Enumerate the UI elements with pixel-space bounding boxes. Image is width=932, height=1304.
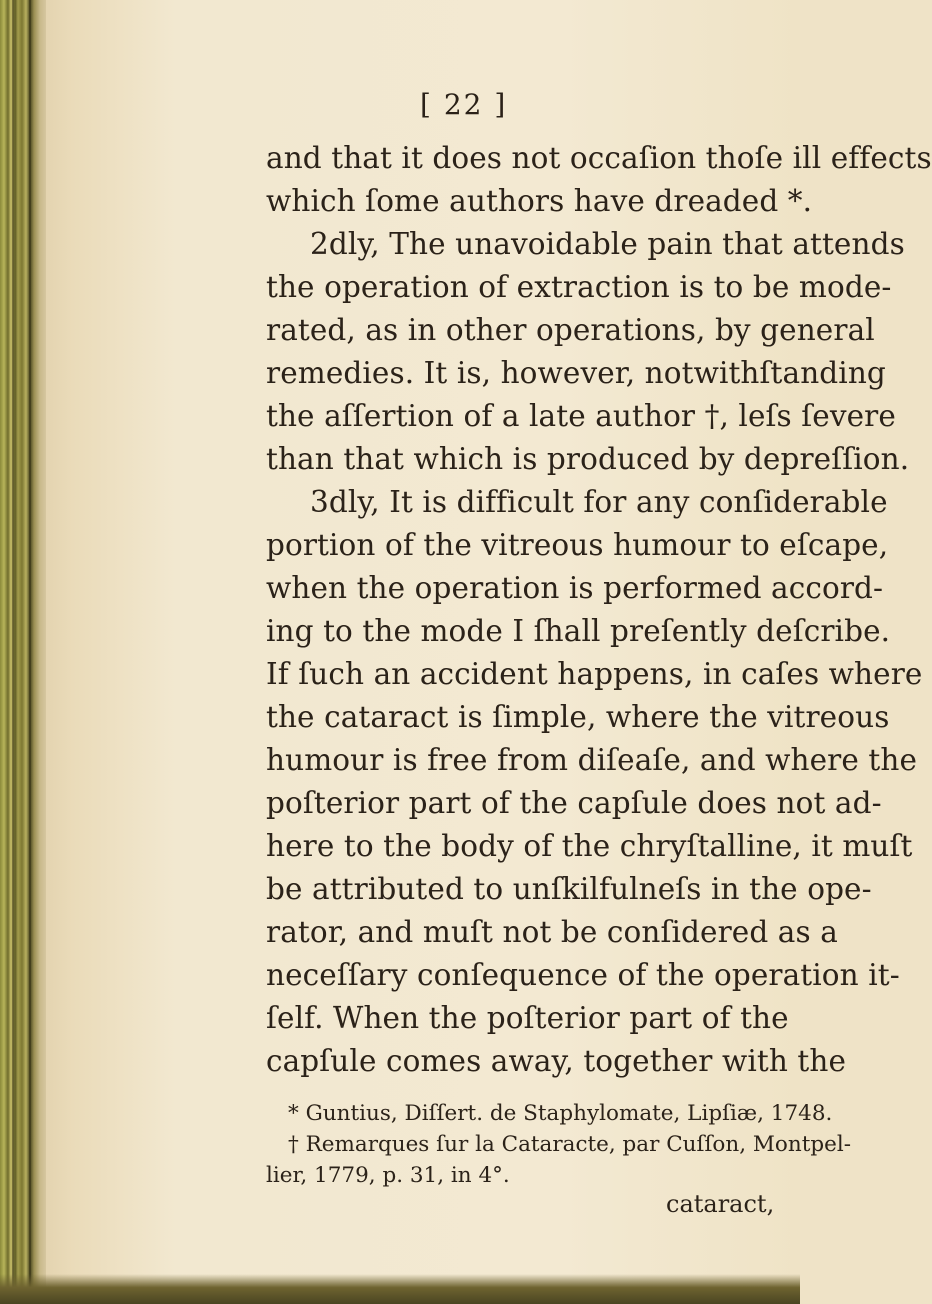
footnote: * Guntius, Diſſert. de Staphylomate, Lipſiæ, 1748. — [288, 1101, 833, 1126]
text-line: here to the body of the chryſtalline, it muſt — [266, 829, 913, 863]
text-line: humour is free from diſeaſe, and where the — [266, 743, 918, 777]
text-line: and that it does not occaſion thoſe ill effects — [266, 141, 932, 175]
text-line: which ſome authors have dreaded *. — [266, 184, 813, 218]
book-binding — [0, 0, 46, 1304]
text-line: rator, and muſt not be conſidered as a — [266, 915, 838, 949]
text-line: be attributed to unſkilfulneſs in the ope- — [266, 872, 872, 906]
text-line: ſelf. When the poſterior part of the — [266, 1001, 789, 1035]
text-line: 3dly, It is difficult for any conſiderable — [310, 485, 888, 519]
page-number-header: [ 22 ] — [420, 88, 508, 121]
text-line: than that which is produced by depreſſion. — [266, 442, 910, 476]
text-line: If ſuch an accident happens, in caſes where — [266, 657, 923, 691]
text-line: when the operation is performed accord- — [266, 571, 884, 605]
footnote: † Remarques ſur la Cataracte, par Cuſſon, Montpel- — [288, 1132, 851, 1157]
text-line: portion of the vitreous humour to eſcape, — [266, 528, 889, 562]
text-line: the cataract is ſimple, where the vitreous — [266, 700, 890, 734]
binding-crease — [29, 0, 31, 1304]
catchword: cataract, — [666, 1190, 775, 1218]
text-line: 2dly, The unavoidable pain that attends — [310, 227, 905, 261]
text-line: neceſſary conſequence of the operation it- — [266, 958, 900, 992]
text-line: capſule comes away, together with the — [266, 1044, 847, 1078]
text-line: ing to the mode I ſhall preſently deſcribe. — [266, 614, 891, 648]
page-bottom-edge — [0, 1274, 800, 1304]
text-line: poſterior part of the capſule does not ad- — [266, 786, 882, 820]
binding-crease — [12, 0, 14, 1304]
footnote: lier, 1779, p. 31, in 4°. — [266, 1163, 510, 1188]
text-line: remedies. It is, however, notwithſtanding — [266, 356, 886, 390]
text-line: the aſſertion of a late author †, leſs ſevere — [266, 399, 896, 433]
text-line: the operation of extraction is to be mode- — [266, 270, 892, 304]
text-line: rated, as in other operations, by general — [266, 313, 875, 347]
